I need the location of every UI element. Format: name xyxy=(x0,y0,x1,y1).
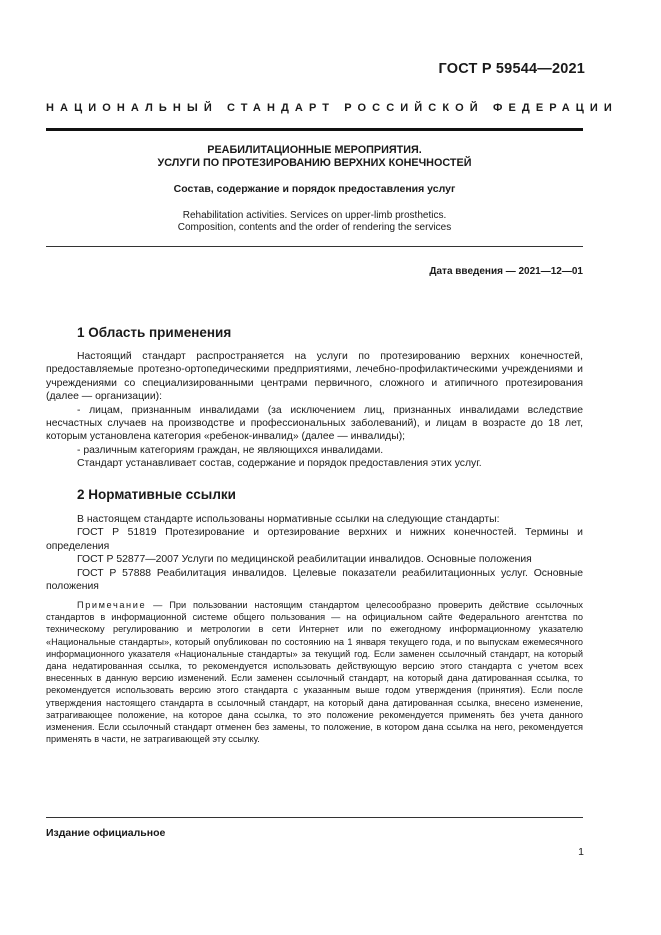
title-divider xyxy=(46,246,583,247)
introduction-date: Дата введения — 2021—12—01 xyxy=(429,266,583,277)
gost-number: ГОСТ Р 59544—2021 xyxy=(438,61,585,77)
section-heading-references: 2 Нормативные ссылки xyxy=(77,487,236,502)
official-edition-label: Издание официальное xyxy=(46,827,166,839)
section-body-scope xyxy=(46,350,583,471)
national-standard-title: НАЦИОНАЛЬНЫЙ СТАНДАРТ РОССИЙСКОЙ ФЕДЕРАЦИИ xyxy=(46,102,618,114)
reference-item: ГОСТ Р 52877—2007 Услуги по медицинской реабилитации инвалидов. Основные положения xyxy=(77,554,532,566)
section-body-references xyxy=(46,513,583,593)
list-item: - лицам, признанным инвалидами (за исключением лиц, признанных инвалидами вследствие несчастных случаев на производстве и профессиональных заболеваний), и лицам в возрасте до 18 лет, которым установлена категория «ребенок-инвалид» (далее — инвалиды); xyxy=(46,404,583,443)
paragraph: Стандарт устанавливает состав, содержание и порядок предоставления этих услуг. xyxy=(77,458,482,470)
header-divider xyxy=(46,128,583,131)
note xyxy=(46,599,583,745)
footer-divider xyxy=(46,817,583,818)
paragraph: Настоящий стандарт распространяется на услуги по протезированию верхних конечностей, предоставляемые протезно-ортопедическими предприятиями, лечебно-профилактическими учреждениями и учреждениями со специализированными центрами первичного, сложного и атипичного протезирования (далее — организации): xyxy=(46,351,583,403)
page-number: 1 xyxy=(578,846,584,858)
section-heading-scope: 1 Область применения xyxy=(77,325,232,340)
document-subtitle: Состав, содержание и порядок предоставления услуг xyxy=(173,183,456,195)
reference-item: ГОСТ Р 57888 Реабилитация инвалидов. Целевые показатели реабилитационных услуг. Основные положения xyxy=(46,567,583,593)
paragraph: В настоящем стандарте использованы нормативные ссылки на следующие стандарты: xyxy=(77,514,500,525)
document-title-line-1: РЕАБИЛИТАЦИОННЫЕ МЕРОПРИЯТИЯ. xyxy=(207,144,422,156)
document-title-line-2: УСЛУГИ ПО ПРОТЕЗИРОВАНИЮ ВЕРХНИХ КОНЕЧНОСТЕЙ xyxy=(157,157,472,169)
list-item: - различным категориям граждан, не являющихся инвалидами. xyxy=(77,444,384,456)
reference-item: ГОСТ Р 51819 Протезирование и ортезирование верхних и нижних конечностей. Термины и определения xyxy=(46,527,583,552)
note-text: — При пользовании настоящим стандартом целесообразно проверить действие ссылочных стандартов в информационной системе общего пользования — на официальном сайте Федерального агентства по техническому регулированию и метрологии в сети Интернет или по ежегодному информационному указателю «Национальные стандарты», который опубликован по состоянию на 1 января текущего года, и по выпускам ежемесячного информационного указателя «Национальные стандарты» за текущий год. Если заменен ссылочный стандарт, на который дана недатированная ссылка, то рекомендуется использовать действующую версию этого стандарта с учетом всех внесенных в данную версию изменений. Если заменен ссылочный стандарт, на который дана датированная ссылка, то рекомендуется использовать версию этого стандарта с указанным выше годом утверждения (принятия). Если после утверждения настоящего стандарта в ссылочный стандарт, на который дана датированная ссылка, внесено изменение, затрагивающее положение, на которое дана ссылка, то это положение рекомендуется применять без учета данного изменения. Если ссылочный стандарт отменен без замены, то положение, в котором дана ссылка на него, рекомендуется применять в части, не затрагивающей эту ссылку. xyxy=(46,600,583,745)
english-title-line-1: Rehabilitation activities. Services on upper-limb prosthetics. xyxy=(182,210,447,221)
note-label: Примечание xyxy=(77,600,147,610)
english-title-line-2: Composition, contents and the order of rendering the services xyxy=(177,222,452,233)
